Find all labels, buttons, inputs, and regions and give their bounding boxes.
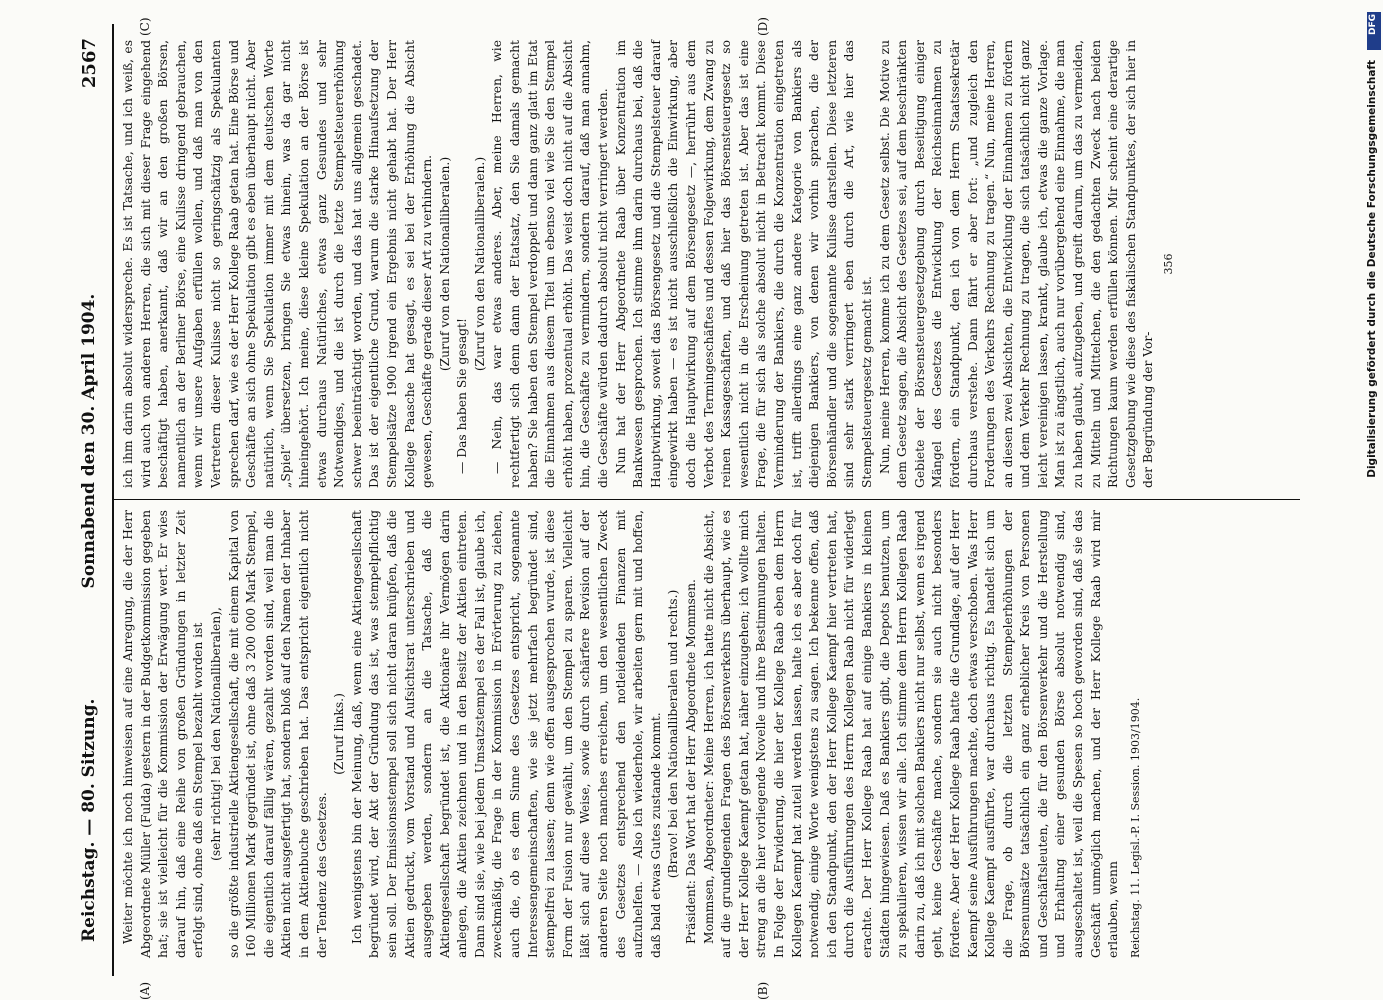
paragraph: Ich wenigstens bin der Meinung, daß, wenn eine Aktiengesellschaft begründet wird, der Akt der Gründung das ist, was stempelpflichtig sein soll. Der Emissionsstempel soll sich nicht daran knüpfen, daß die Aktien gedruckt, vom Vorstand und Aufsichtsrat unterschrieben und ausgegeben werden, sondern an die Tatsache, daß die Aktiengesellschaft begründet ist, die Aktionäre ihr Vermögen darin anlegen, die Aktien zeichnen und in den Besitz der Aktien eintreten. Dann sind sie, wie bei jedem Umsatzstempel es der Fall ist, glaube ich, zweckmäßig, die Frage in der Kommission in Erörterung zu ziehen, auch die, ob es dem Sinne des Gesetzes entspricht, sogenannte Interessengemeinschaften, wie sie jetzt mehrfach begründet sind, stempelfrei zu lassen; denn wie offen ausgesprochen wurde, ist diese Form der Fusion nur gewählt, um den Stempel zu sparen. Vielleicht läßt sich auf diese Weise, sowie durch schärfere Revision auf der anderen Seite noch manches erreichen, um den wesentlichen Zweck des Gesetzes entsprechend den notleidenden Finanzen mit aufzuhelfen. — Also ich wiederhole, wir arbeiten gern mit und hoffen, daß bald etwas Gutes zustande kommt. — [349, 510, 663, 958]
speaker-paragraph: Präsident: Das Wort hat der Herr Abgeordnete Mommsen. — [684, 579, 698, 944]
speaker-paragraph: Mommsen, Abgeordneter: Meine Herren, ich hatte nicht die Absicht, auf die grundlegenden Fragen des Börsenverkehrs überhaupt, wie es der Herr Kollege Kaempf getan hat, näher einzugehen; ich wollte mich streng an die hier vorliegende Novelle und ihre Bestimmungen halten. In Folge der Erwiderung, die hier der Kollege Raab eben dem Herrn Kollegen Kaempf hat zuteil werden lassen, halte ich es aber doch für notwendig, einige Worte wenigstens zu sagen. Ich bekenne offen, daß ich den Standpunkt, den der Herr Kollege Kaempf hier vertreten hat, durch die Ausführungen des Herrn Kollegen Raab nicht für widerlegt erachte. Der Herr Kollege Raab hat auf einige Bankiers in kleinen Städten hingewiesen. Daß es Bankiers gibt, die Depots benutzen, um zu spekulieren, wissen wir alle. Ich stimme dem Herrn Kollegen Raab darin zu, daß ich mit solchen Bankiers nicht nur selbst, wenn es irgend geht, keine Geschäfte mache, sondern sie auch nicht besonders fördere. Aber der Herr Kollege Raab hatte die Grundlage, auf der Herr Kaempf seine Ausführungen machte, doch etwas verschoben. Was Herr Kollege Kaempf ausführte, war durchaus richtig. Es handelt sich um die Frage, ob durch die letzten Stempelerhöhungen der Börsenumsätze tatsächlich ein ganz erheblicher Kreis von Personen und Geschäftsleuten, die für den Börsenverkehr und die Herstellung und Erhaltung einer gesunden Börse absolut notwendig sind, ausgeschaltet ist, weil die Spesen so hoch geworden sind, daß sie das Geschäft unmöglich machen, und der Herr Kollege Raab wird mir erlauben, wenn — [701, 510, 1121, 958]
header-rule — [112, 24, 114, 976]
margin-mark-b: (B) — [756, 981, 770, 1000]
page-number: 2567 — [78, 38, 100, 89]
paragraph: — Nein, das war etwas anderes. Aber, meine Herren, wie rechtfertigt sich denn dann der Etatsatz, den Sie damals gemacht haben? Sie haben den Stempel verdoppelt und dann ganz glatt im Etat die Einnahmen aus diesem Titel um ebenso viel wie Sie den Stempel erhöht haben, prozentual erhöht. Das weist doch nicht auf die Absicht hin, die Geschäfte zu vermindern, sondern darauf, daß man annahm, die Geschäfte würden dadurch absolut nicht verringert werden. — [490, 40, 611, 488]
left-column — [120, 510, 1144, 958]
paragraph: Weiter möchte ich noch hinweisen auf eine Anregung, die der Herr Abgeordnete Müller (Fulda) gestern in der Budgetkommission gegeben hat; sie ist vielleicht für die Kommission der Erwägung wert. Er wies darauf hin, daß eine Reihe von großen Gründungen in letzter Zeit erfolgt sind, ohne daß ein Stempel bezahlt worden ist — [121, 510, 206, 958]
margin-mark-c: (C) — [138, 17, 152, 36]
paragraph: — Das haben Sie gesagt! — [455, 318, 470, 474]
page-footer-left: Reichstag. 11. Legisl.-P. I. Session. 1903/1904. — [1128, 697, 1142, 958]
interjection: (Bravo! bei den Nationalliberalen und rechts.) — [666, 589, 681, 879]
interjection: (Zuruf von den Nationalliberalen.) — [472, 156, 487, 372]
header-date: Sonnabend den 30. April 1904. — [79, 293, 99, 589]
margin-mark-a: (A) — [138, 981, 152, 1000]
margin-mark-d: (D) — [756, 17, 770, 36]
paragraph: so die größte industrielle Aktiengesellschaft, die mit einem Kapital von 160 Millionen Mark gegründet ist, ohne daß 3 200 000 Mark Stempel, die eigentlich darauf fällig wären, gezahlt worden sind, weil man die Aktien nicht ausgefertigt hat, sondern bloß auf den Namen der Inhaber in dem Aktienbuche geschrieben hat. Das entspricht eigentlich nicht der Tendenz des Gesetzes. — [226, 510, 329, 958]
rotated-newspaper-page — [66, 17, 1316, 1000]
column-rule — [112, 499, 1300, 500]
interjection: (sehr richtig! bei den Nationalliberalen), — [208, 607, 223, 861]
paragraph: Nun, meine Herren, komme ich zu dem Gesetz selbst. Die Motive zu dem Gesetz sagen, die Absicht des Gesetzes sei, auf dem beschränkten Gebiete der Börsensteuergesetzgebung durch Beseitigung einiger Mängel des Gesetzes die Entwicklung der Reichseinnahmen zu fördern, ein Standpunkt, den ich von dem Herrn Staatssekretär durchaus verstehe. Dann fährt er aber fort: „und zugleich den Forderungen des Verkehrs Rechnung zu tragen.“ Nun, meine Herren, an diesen zwei Absichten, die Entwicklung der Einnahmen zu fördern und dem Verkehr Rechnung zu tragen, die sich tatsächlich nicht ganz leicht vereinigen lassen, krankt, glaube ich, etwas die ganze Vorlage. Man ist zu ängstlich, auch nur vorübergehend eine Einnahme, die man zu haben glaubt, aufzugeben, und greift darum, um das zu vermeiden, zu Mitteln und Mittelchen, die den gedachten Zweck nach beiden Richtungen kaum werden erfüllen können. Mir scheint eine derartige Gesetzgebung wie diese des fiskalischen Standpunktes, der sich hier in der Begründung der Vor- — [877, 40, 1156, 488]
paragraph: Nun hat der Herr Abgeordnete Raab über Konzentration im Bankwesen gesprochen. Ich stimme ihm darin durchaus bei, daß die Hauptwirkung, soweit das Börsengesetz und die Stempelsteuer darauf eingewirkt haben — es ist nicht ausschließlich die Einwirkung, aber doch die Hauptwirkung auf dem Börsengesetz —, herrührt aus dem Verbot des Termingeschäftes und dessen Folgewirkung, dem Zwang zu reinen Kassageschäften, und daß hier das Börsensteuergesetz so wesentlich nicht in die Erscheinung getreten ist. Aber das ist eine Frage, die für sich als solche absolut nicht in Betracht kommt. Diese Verminderung der Bankiers, die durch die Konzentration eingetreten ist, trifft allerdings eine ganz andere Kategorie von Bankiers als diejenigen Bankiers, von denen wir vorhin sprachen, die der Börsenhändler und die sogenannte Kulisse darstellen. Diese letzteren sind sehr stark verringert eben durch die Art, wie hier das Stempelsteuergesetz gemacht ist. — [613, 40, 874, 488]
page-footer-right: 356 — [1162, 253, 1176, 275]
credit-text: Digitalisierung gefördert durch die Deutsche Forschungsgemeinschaft — [1366, 60, 1378, 478]
interjection: (Zuruf links.) — [332, 693, 347, 775]
right-column — [120, 40, 1178, 488]
interjection: (Zuruf von den Nationalliberalen.) — [437, 156, 452, 372]
dfg-logo: DFG — [1367, 12, 1381, 50]
paragraph: ich ihm darin absolut widerspreche. Es ist Tatsache, und ich weiß, es wird auch von anderen Herren, die sich mit dieser Frage eingehend beschäftigt haben, anerkannt, daß wir an den großen Börsen, namentlich an der Berliner Börse, eine Kulisse dringend gebrauchen, wenn wir unsere Aufgaben erfüllen wollen, und daß man von den Vertretern dieser Kulisse nicht so geringschätzig als Spekulanten sprechen darf, wie es der Herr Kollege Raab getan hat. Eine Börse und Geschäfte an sich ohne Spekulation gibt es eben überhaupt nicht. Aber natürlich, wenn Sie Spekulation immer mit dem deutschen Worte „Spiel“ übersetzen, bringen Sie etwas hinein, was da gar nicht hineingehört. Ich meine, diese kleine Spekulation an der Börse ist etwas durchaus Natürliches, etwas ganz Gesundes und sehr Notwendiges, und die ist durch die letzte Stempelsteuererhöhung schwer beeinträchtigt worden, und das hat uns allgemein geschadet. Das ist der eigentliche Grund, warum die starke Hinaufsetzung der Stempelsätze 1900 irgend ein Ergebnis nicht gehabt hat. Der Herr Kollege Paasche hat gesagt, es sei bei der Erhöhung die Absicht gewesen, Geschäfte gerade dieser Art zu verhindern. — [121, 40, 435, 488]
header-left: Reichstag. — 80. Sitzung. — [79, 698, 99, 942]
page-header — [66, 38, 112, 956]
digitization-credit — [1366, 60, 1380, 480]
